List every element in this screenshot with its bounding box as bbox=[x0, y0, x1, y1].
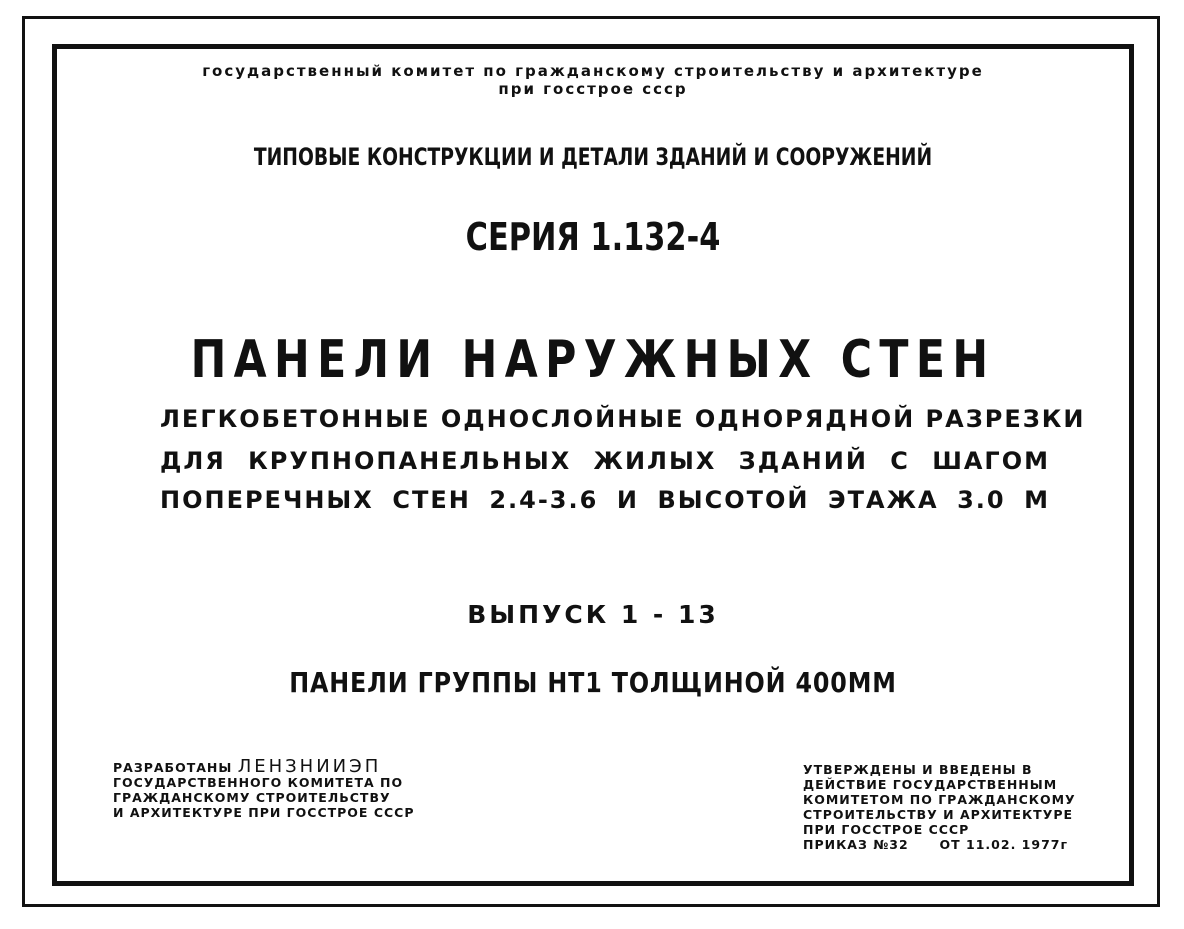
series-number: СЕРИЯ 1.132-4 bbox=[465, 215, 721, 259]
approval-block bbox=[803, 762, 1076, 852]
approved-line-4: СТРОИТЕЛЬСТВУ И АРХИТЕКТУРЕ bbox=[803, 807, 1074, 822]
order-date: ОТ 11.02. 1977г bbox=[939, 837, 1068, 852]
approved-line-2: ДЕЙСТВИЕ ГОСУДАРСТВЕННЫМ bbox=[803, 777, 1058, 792]
developed-line-1 bbox=[113, 756, 415, 777]
order-row bbox=[803, 837, 1068, 852]
developed-label: РАЗРАБОТАНЫ bbox=[113, 760, 233, 775]
developed-by-block bbox=[113, 756, 415, 820]
developed-line-3: ГРАЖДАНСКОМУ СТРОИТЕЛЬСТВУ bbox=[113, 790, 391, 805]
approved-line-3: КОМИТЕТОМ ПО ГРАЖДАНСКОМУ bbox=[803, 792, 1076, 807]
subtitle-line-3: ПОПЕРЕЧНЫХ СТЕН 2.4-3.6 И ВЫСОТОЙ ЭТАЖА 3.0 М bbox=[160, 486, 1050, 514]
committee-line-2: при госстрое ссср bbox=[498, 80, 688, 98]
subtitle-line-2: ДЛЯ КРУПНОПАНЕЛЬНЫХ ЖИЛЫХ ЗДАНИЙ С ШАГОМ bbox=[160, 447, 1050, 475]
developer-organization: ЛЕНЗНИИЭП bbox=[237, 756, 382, 777]
document-title: ПАНЕЛИ НАРУЖНЫХ СТЕН bbox=[190, 330, 996, 390]
subtitle-line-1: ЛЕГКОБЕТОННЫЕ ОДНОСЛОЙНЫЕ ОДНОРЯДНОЙ РАЗРЕЗКИ bbox=[160, 405, 1086, 433]
developed-line-2: ГОСУДАРСТВЕННОГО КОМИТЕТА ПО bbox=[113, 775, 404, 790]
order-number: ПРИКАЗ №32 bbox=[803, 837, 909, 852]
issue-number: ВЫПУСК 1 - 13 bbox=[467, 600, 719, 629]
collection-title: ТИПОВЫЕ КОНСТРУКЦИИ И ДЕТАЛИ ЗДАНИЙ И СООРУЖЕНИЙ bbox=[253, 143, 933, 171]
committee-line-1: государственный комитет по гражданскому строительству и архитектуре bbox=[202, 62, 984, 80]
approved-line-5: ПРИ ГОССТРОЕ СССР bbox=[803, 822, 970, 837]
panel-group: ПАНЕЛИ ГРУППЫ НТ1 ТОЛЩИНОЙ 400ММ bbox=[289, 666, 897, 699]
approved-line-1: УТВЕРЖДЕНЫ И ВВЕДЕНЫ В bbox=[803, 762, 1033, 777]
developed-line-4: И АРХИТЕКТУРЕ ПРИ ГОССТРОЕ СССР bbox=[113, 805, 415, 820]
